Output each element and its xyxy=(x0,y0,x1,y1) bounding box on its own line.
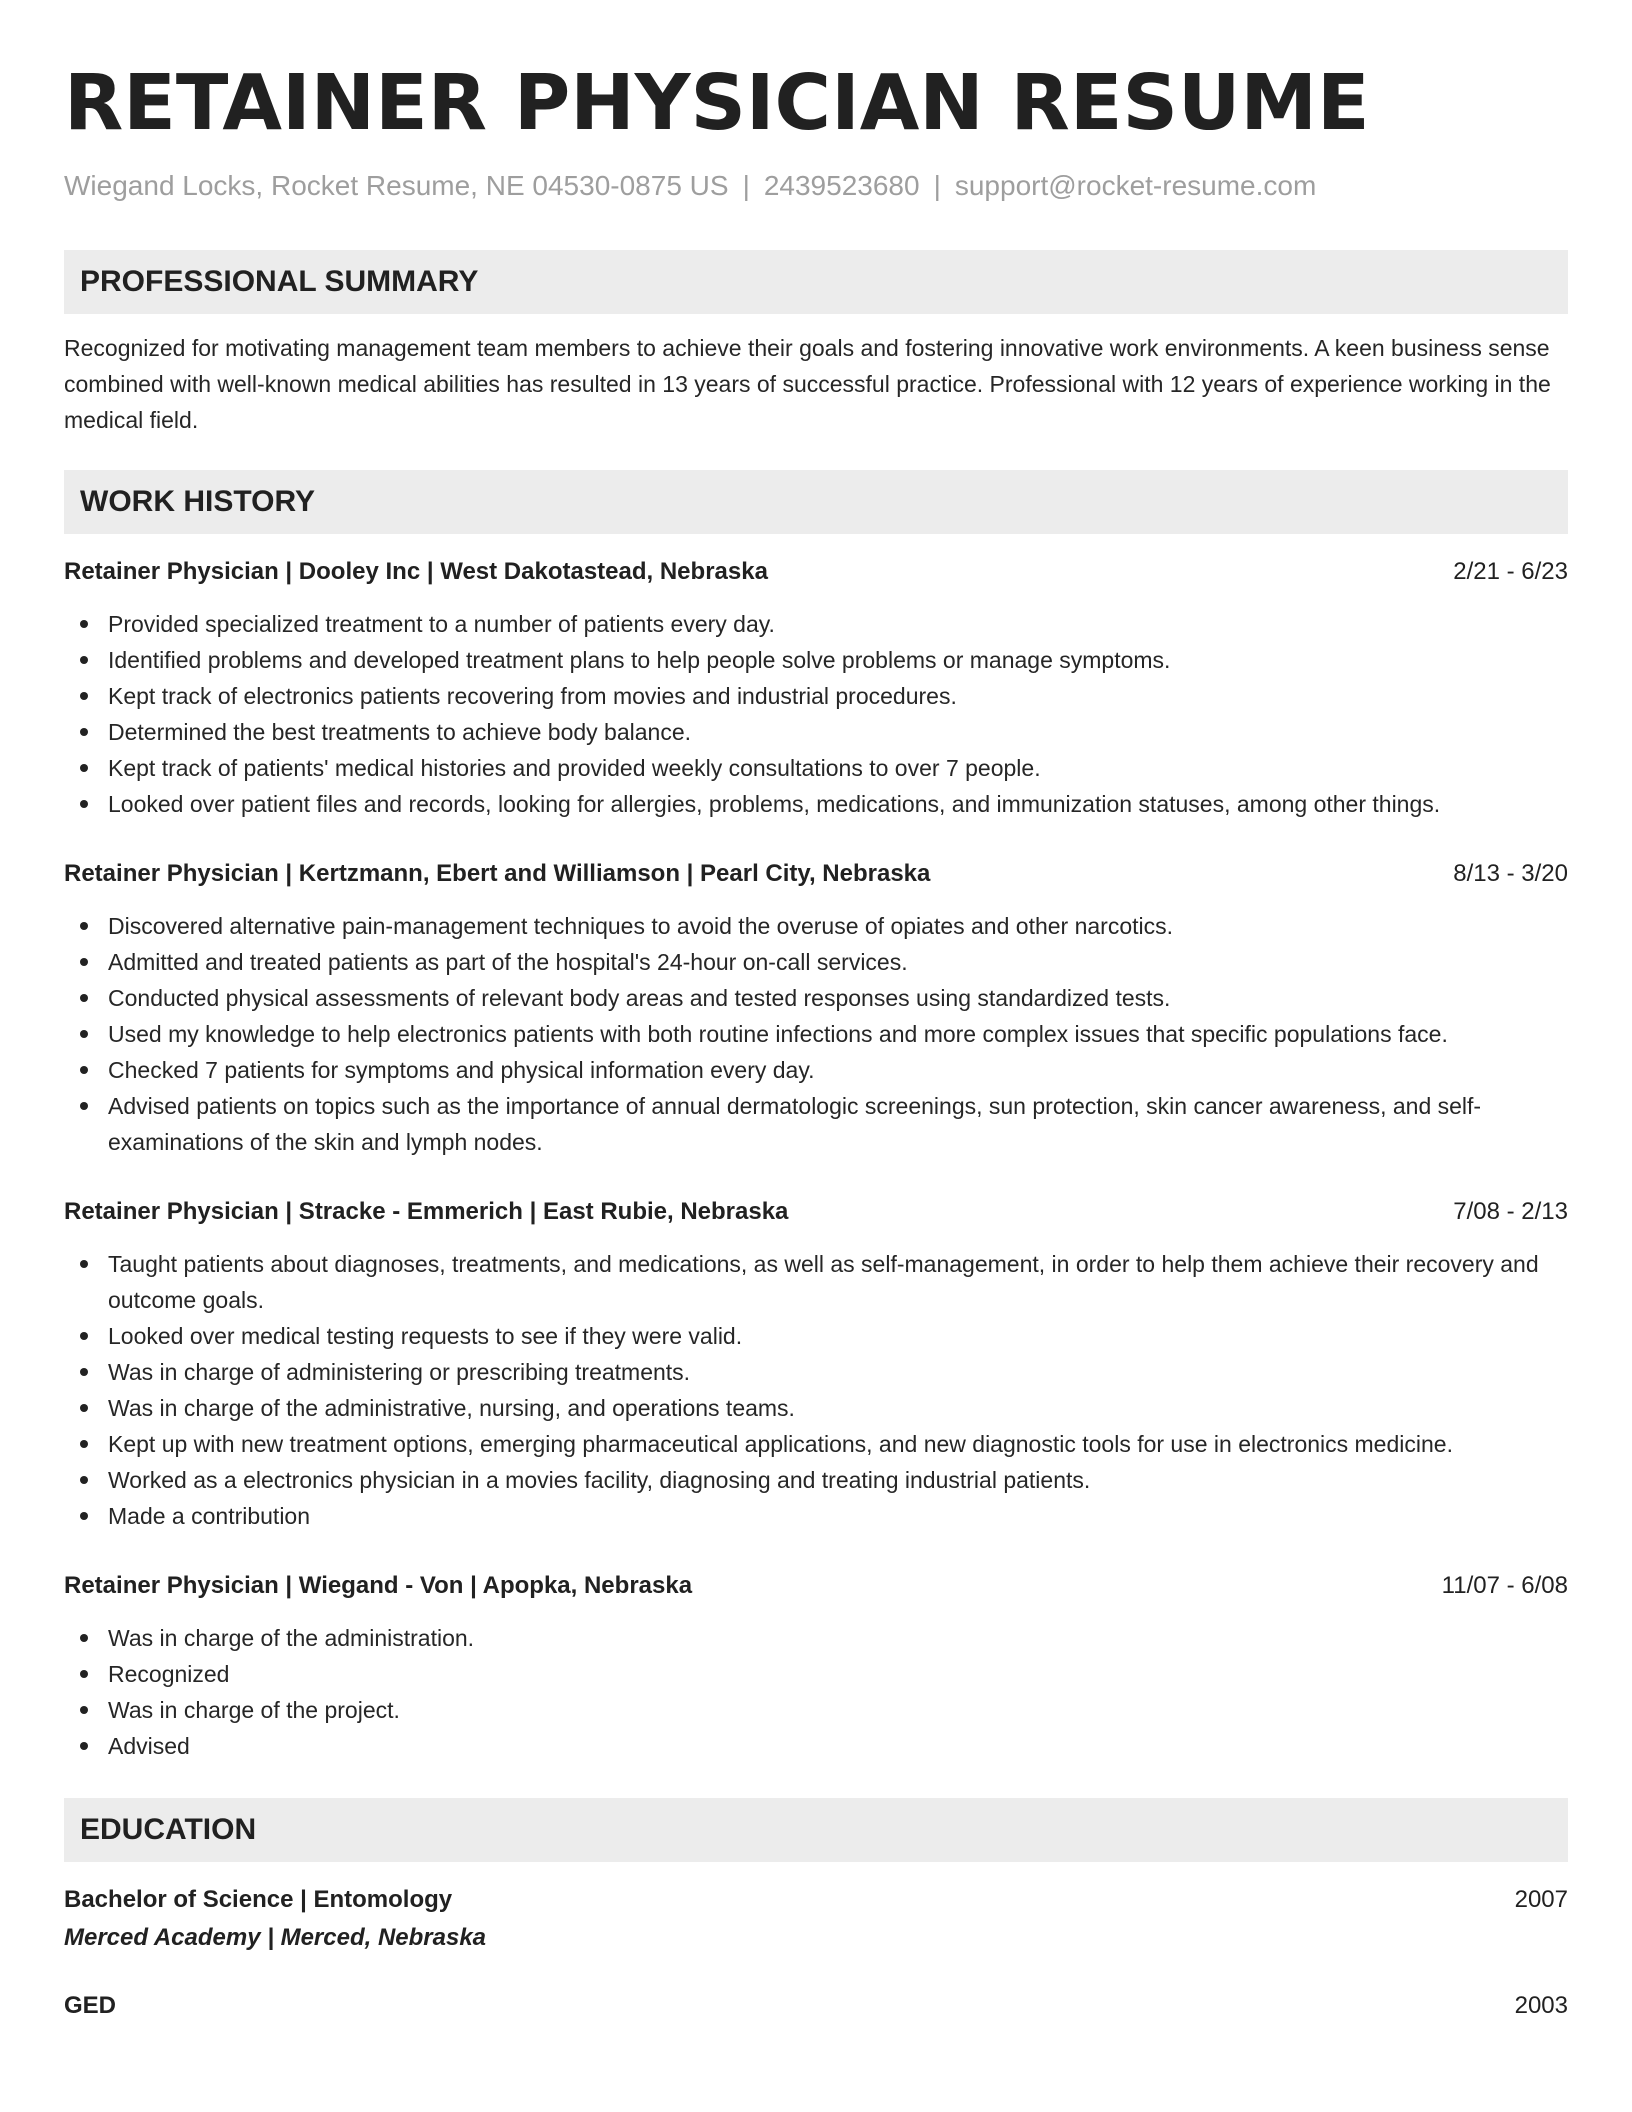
list-item: Used my knowledge to help electronics patients with both routine infections and more complex issues that specific populations face. xyxy=(64,1016,1568,1052)
contact-separator: | xyxy=(742,170,750,201)
job-dates: 11/07 - 6/08 xyxy=(1441,1572,1568,1599)
list-item: Kept track of patients' medical histories and provided weekly consultations to over 7 people. xyxy=(64,750,1568,786)
job-bullets xyxy=(64,908,1568,1160)
job-entry xyxy=(64,1568,1568,1764)
list-item: Worked as a electronics physician in a movies facility, diagnosing and treating industrial patients. xyxy=(64,1462,1568,1498)
list-item: Identified problems and developed treatment plans to help people solve problems or manage symptoms. xyxy=(64,642,1568,678)
job-title: Retainer Physician | Wiegand - Von | Apopka, Nebraska xyxy=(64,1572,693,1599)
list-item: Was in charge of administering or prescribing treatments. xyxy=(64,1354,1568,1390)
job-dates: 2/21 - 6/23 xyxy=(1453,558,1568,585)
list-item: Taught patients about diagnoses, treatments, and medications, as well as self-management, in order to help them achieve their recovery and outcome goals. xyxy=(64,1246,1568,1318)
education-degree: GED xyxy=(64,1992,117,2019)
list-item: Was in charge of the administrative, nursing, and operations teams. xyxy=(64,1390,1568,1426)
job-entry xyxy=(64,554,1568,822)
education-year: 2003 xyxy=(1514,1992,1568,2019)
job-entry xyxy=(64,1194,1568,1534)
list-item: Conducted physical assessments of relevant body areas and tested responses using standardized tests. xyxy=(64,980,1568,1016)
job-dates: 8/13 - 3/20 xyxy=(1453,860,1568,887)
list-item: Made a contribution xyxy=(64,1498,1568,1534)
list-item: Advised xyxy=(64,1728,1568,1764)
list-item: Admitted and treated patients as part of the hospital's 24-hour on-call services. xyxy=(64,944,1568,980)
job-bullets xyxy=(64,1620,1568,1764)
list-item: Recognized xyxy=(64,1656,1568,1692)
list-item: Was in charge of the project. xyxy=(64,1692,1568,1728)
education-header xyxy=(64,1988,1568,2024)
job-title: Retainer Physician | Kertzmann, Ebert and Williamson | Pearl City, Nebraska xyxy=(64,860,931,887)
education-degree: Bachelor of Science | Entomology xyxy=(64,1886,453,1913)
summary-text: Recognized for motivating management team members to achieve their goals and fostering innovative work environments. A keen business sense combined with well-known medical abilities has resulted in 13 years of successful practice. Professional with 12 years of experience working in the medical field. xyxy=(64,335,1551,433)
section-header-education: EDUCATION xyxy=(64,1798,1568,1862)
education-entry xyxy=(64,1882,1568,1958)
job-header xyxy=(64,1194,1568,1230)
contact-phone: 2439523680 xyxy=(763,170,920,201)
section-header-work-history: WORK HISTORY xyxy=(64,470,1568,534)
list-item: Determined the best treatments to achieve body balance. xyxy=(64,714,1568,750)
job-title: Retainer Physician | Dooley Inc | West Dakotastead, Nebraska xyxy=(64,558,768,585)
contact-address: Wiegand Locks, Rocket Resume, NE 04530-0875 US xyxy=(64,170,729,201)
contact-separator: | xyxy=(933,170,941,201)
list-item: Kept up with new treatment options, emerging pharmaceutical applications, and new diagnostic tools for use in electronics medicine. xyxy=(64,1426,1568,1462)
list-item: Looked over medical testing requests to see if they were valid. xyxy=(64,1318,1568,1354)
list-item: Provided specialized treatment to a number of patients every day. xyxy=(64,606,1568,642)
job-bullets xyxy=(64,606,1568,822)
job-header xyxy=(64,1568,1568,1604)
resume-page xyxy=(64,48,1568,2024)
contact-email: support@rocket-resume.com xyxy=(954,170,1317,201)
job-dates: 7/08 - 2/13 xyxy=(1453,1198,1568,1225)
education-school: Merced Academy | Merced, Nebraska xyxy=(64,1924,487,1951)
job-entry xyxy=(64,856,1568,1160)
job-bullets xyxy=(64,1246,1568,1534)
job-header xyxy=(64,856,1568,892)
contact-line xyxy=(64,166,1568,206)
job-header xyxy=(64,554,1568,590)
list-item: Kept track of electronics patients recovering from movies and industrial procedures. xyxy=(64,678,1568,714)
list-item: Discovered alternative pain-management techniques to avoid the overuse of opiates and other narcotics. xyxy=(64,908,1568,944)
list-item: Was in charge of the administration. xyxy=(64,1620,1568,1656)
list-item: Checked 7 patients for symptoms and physical information every day. xyxy=(64,1052,1568,1088)
list-item: Advised patients on topics such as the importance of annual dermatologic screenings, sun protection, skin cancer awareness, and self-examinations of the skin and lymph nodes. xyxy=(64,1088,1568,1160)
job-title: Retainer Physician | Stracke - Emmerich | East Rubie, Nebraska xyxy=(64,1198,789,1225)
section-header-summary: PROFESSIONAL SUMMARY xyxy=(64,250,1568,314)
education-header xyxy=(64,1882,1568,1918)
education-entry xyxy=(64,1988,1568,2024)
list-item: Looked over patient files and records, looking for allergies, problems, medications, and immunization statuses, among other things. xyxy=(64,786,1568,822)
resume-title: RETAINER PHYSICIAN RESUME xyxy=(64,59,1370,148)
education-year: 2007 xyxy=(1514,1886,1568,1913)
